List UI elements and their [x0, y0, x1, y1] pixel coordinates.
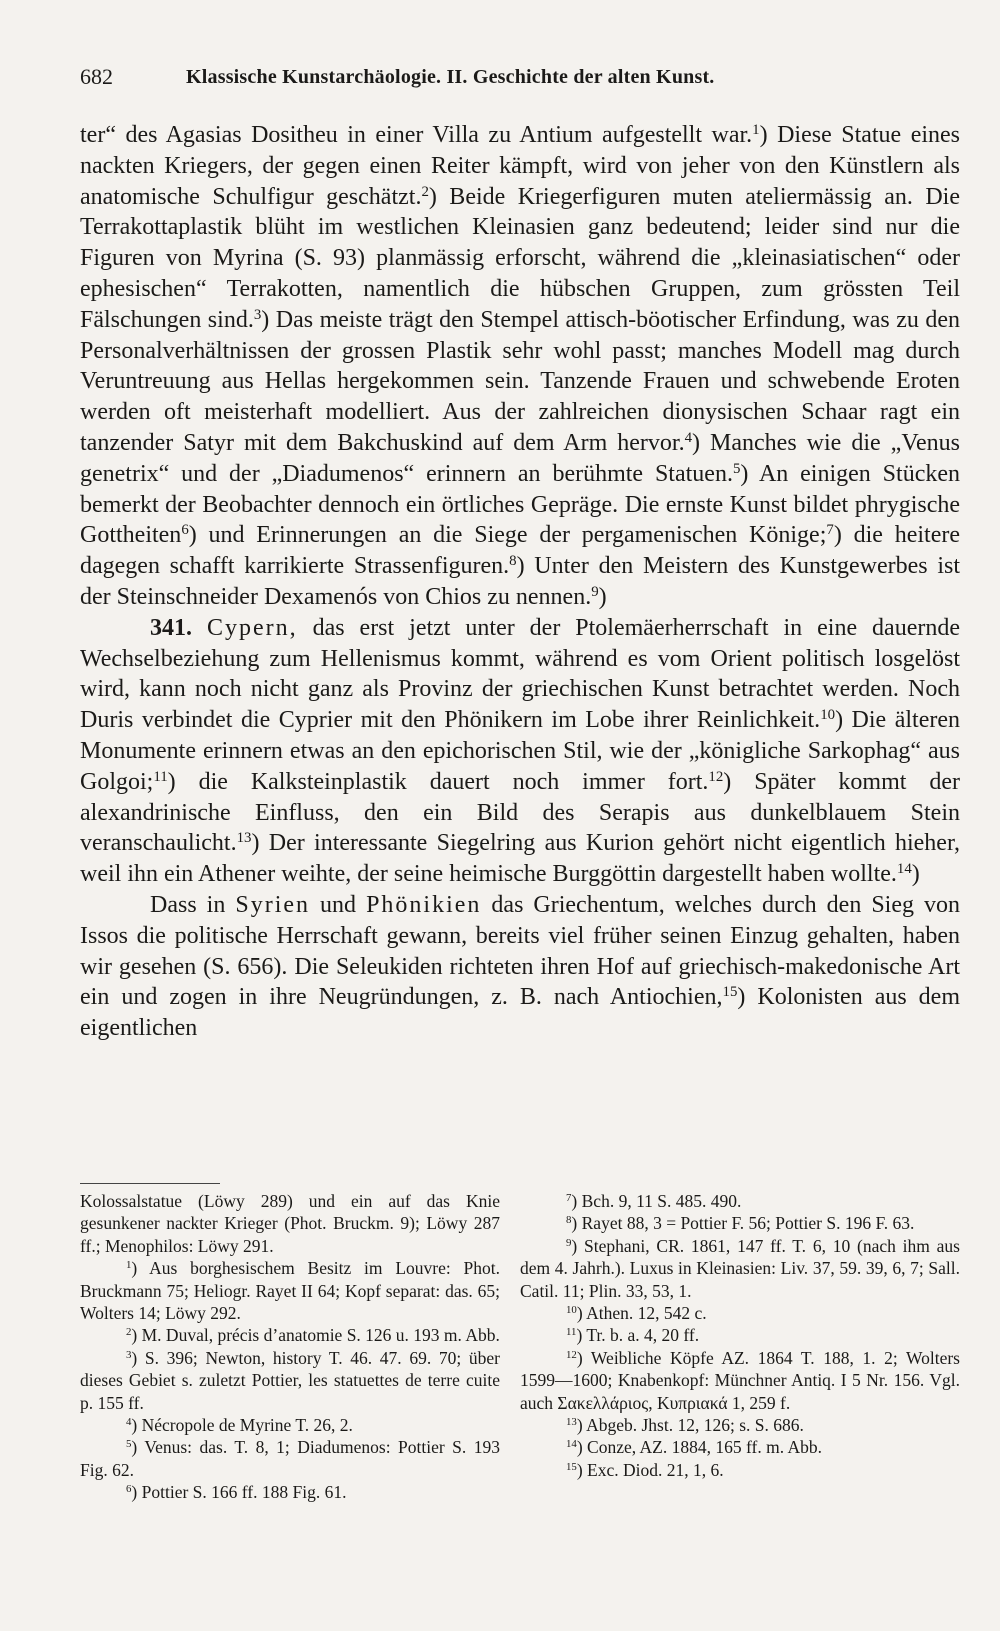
footnote: $^2$) M. Duval, précis d’anatomie S. 126 u. 193 m. Abb. — [126, 1325, 500, 1346]
footnote-ref: 6 — [181, 522, 189, 539]
main-text — [80, 120, 960, 1044]
footnote: $^3$) S. 396; Newton, history T. 46. 47. 69. 70; über dieses Gebiet s. zuletzt Pottier, les statuettes de terre cuite p. 155 ff. — [80, 1347, 500, 1413]
footnote: $^5$) Venus: das. T. 8, 1; Diadumenos: Pottier S. 193 Fig. 62. — [80, 1437, 500, 1480]
footnote-continuation: Kolossalstatue (Löwy 289) und ein auf das Knie gesunkener nackter Krieger (Phot. Bruckm. 9); Löwy 287 ff.; Menophilos: Löwy 291. — [80, 1191, 500, 1256]
paragraph-terrakotten: ter“ des Agasias Dositheu in einer Villa zu Antium aufgestellt war.$^1$) Diese Statue eines nackten Kriegers, der gegen einen Reiter kämpft, wird von jeher von den Künstlern als anatomische Schulfigur geschätzt.$^2$) Beide Kriegerfiguren muten ateliermässig an. Die Terrakottaplastik blüht im westlichen Kleinasien ganz bedeutend; leider sind nur die Figuren von Myrina (S. 93) planmässig erforscht, während die „kleinasiatischen“ oder ephesischen“ Terrakotten, namentlich die hübschen Gruppen, zum grössten Teil Fälschungen sind.$^3$) Das meiste trägt den Stempel attisch-böotischer Erfindung, was zu den Personalverhältnissen der grossen Plastik sehr wohl passt; manches Modell mag durch Veruntreuung aus Hellas hergekommen sein. Tanzende Frauen und schwebende Eroten werden oft meisterhaft modelliert. Aus der zahlreichen dionysischen Schaar ragt ein tanzender Satyr mit dem Bakchuskind auf dem Arm hervor.$^4$) Manches wie die „Venus genetrix“ und der „Diadumenos“ erinnern an berühmte Statuen.$^5$) An einigen Stücken bemerkt der Beobachter dennoch ein örtliches Gepräge. Die ernste Kunst bildet phrygische Gottheiten$^6$) und Erinnerungen an die Siege der pergamenischen Könige;$^7$) die heitere dagegen schafft karrikierte Strassenfiguren.$^8$) Unter den Meistern des Kunstgewerbes ist der Steinschneider Dexamenós von Chios zu nennen.$^9$) — [80, 121, 961, 610]
footnote-ref: 14 — [896, 860, 912, 877]
footnote: $^9$) Stephani, CR. 1861, 147 ff. T. 6, 10 (nach ihm aus dem 4. Jahrh.). Luxus in Kleinasien: Liv. 37, 59. 39, 6, 7; Sall. Catil. 11; Plin. 33, 53, 1. — [520, 1235, 960, 1301]
footnote: $^{11}$) Tr. b. a. 4, 20 ff. — [566, 1325, 700, 1346]
footnote: $^{13}$) Abgeb. Jhst. 12, 126; s. S. 686. — [566, 1415, 804, 1436]
section-number: 341. — [150, 614, 192, 641]
footnote-ref: 2 — [421, 183, 429, 200]
footnote: $^{14}$) Conze, AZ. 1884, 165 ff. m. Abb. — [566, 1437, 822, 1458]
footnote-ref: 13 — [236, 830, 252, 847]
footnote-ref: 12 — [708, 768, 724, 785]
footnote: $^{10}$) Athen. 12, 542 c. — [566, 1303, 707, 1324]
footnote-ref: 10 — [820, 706, 836, 723]
footnote: $^6$) Pottier S. 166 ff. 188 Fig. 61. — [126, 1482, 347, 1503]
footnote-ref: 1 — [752, 121, 760, 138]
paragraph-syrien: Dass in Syrien und Phönikien das Griechentum, welches durch den Sieg von Issos die politische Herrschaft gewann, bereits viel früher seinen Einzug gehalten, haben wir gesehen (S. 656). Die Seleukiden richteten ihren Hof auf griechisch-makedonische Art ein und zogen in ihre Neugründungen, z. B. nach Antiochien,$^{15}$) Kolonisten aus dem eigentlichen — [80, 891, 961, 1042]
footnote: $^{12}$) Weibliche Köpfe AZ. 1864 T. 188, 1. 2; Wolters 1599—1600; Knabenkopf: Münchner Antiq. I 5 Nr. 156. Vgl. auch Σακελλάριος, Κυπριακά 1, 259 f. — [520, 1347, 960, 1413]
footnote: $^4$) Nécropole de Myrine T. 26, 2. — [126, 1415, 353, 1436]
footnote-ref: 11 — [153, 768, 168, 785]
footnote: $^8$) Rayet 88, 3 = Pottier F. 56; Pottier S. 196 F. 63. — [566, 1213, 915, 1234]
footnote-ref: 15 — [722, 984, 738, 1001]
section-keyword: Cypern, — [206, 614, 298, 641]
footnotes-right-column — [520, 1190, 960, 1481]
footnote: $^7$) Bch. 9, 11 S. 485. 490. — [566, 1191, 742, 1211]
footnote-ref: 3 — [253, 306, 262, 323]
footnote-ref: 5 — [732, 460, 741, 477]
footnote-separator — [80, 1183, 220, 1184]
page-header — [80, 60, 920, 94]
footnote-ref: 9 — [591, 583, 599, 600]
paragraph-cypern: 341. Cypern, das erst jetzt unter der Ptolemäerherrschaft in eine dauernde Wechselbeziehung zum Hellenismus kommt, während es vom Orient politisch losgelöst wird, kann noch nicht ganz als Provinz der griechischen Kunst betrachtet werden. Noch Duris verbindet die Cyprier mit den Phönikern im Lobe ihrer Reinlichkeit.$^{10}$) Die älteren Monumente erinnern etwas an den epichorischen Stil, wie der „königliche Sarkophag“ aus Golgoi;$^{11}$) die Kalksteinplastik dauert noch immer fort.$^{12}$) Später kommt der alexandrinische Einfluss, den ein Bild des Serapis aus dunkelblauem Stein veranschaulicht.$^{13}$) Der interessante Siegelring aus Kurion gehört nicht eigentlich hieher, weil ihn ein Athener weihte, der seine heimische Burggöttin dargestellt haben wollte.$^{14}$) — [80, 614, 961, 888]
footnote-ref: 8 — [509, 552, 517, 569]
footnote: $^{15}$) Exc. Diod. 21, 1, 6. — [566, 1459, 724, 1480]
running-title: Klassische Kunstarchäologie. II. Geschichte der alten Kunst. — [186, 66, 715, 88]
spaced-keyword: Syrien — [235, 891, 311, 918]
footnotes-left-column — [80, 1190, 500, 1504]
footnote: $^1$) Aus borghesischem Besitz im Louvre: Phot. Bruckmann 75; Heliogr. Rayet II 64; Kopf separat: das. 65; Wolters 14; Löwy 292. — [80, 1258, 500, 1324]
footnote-ref: 4 — [684, 429, 693, 446]
spaced-keyword: Phönikien — [366, 891, 482, 918]
page-number: 682 — [80, 64, 113, 89]
footnote-ref: 7 — [826, 522, 834, 539]
